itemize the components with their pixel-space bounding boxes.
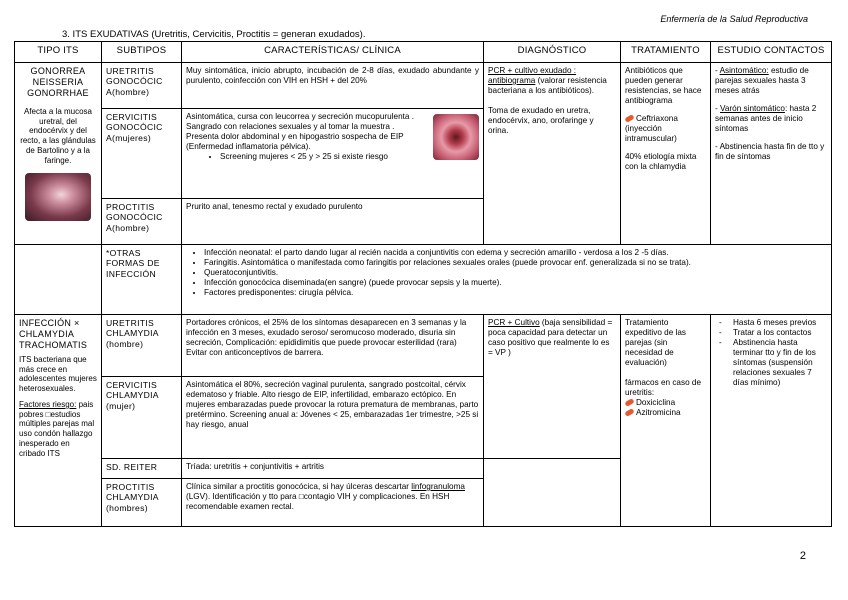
contact-label: Varón sintomático bbox=[720, 104, 785, 113]
gonorrea-name: GONORREA NEISSERIA GONORRHAE bbox=[27, 66, 89, 98]
treatment-drug: Doxiciclina bbox=[636, 398, 676, 407]
page-number: 2 bbox=[799, 550, 806, 562]
risk-factors-label: Factores riesgo: bbox=[19, 399, 77, 409]
diagnosis-cell bbox=[484, 315, 621, 459]
table-row bbox=[15, 63, 832, 109]
subtype-cell: PROCTITIS CHLAMYDIA (hombres) bbox=[102, 479, 182, 527]
contact-text: Abstinencia hasta fin de tto y fin de síntomas bbox=[715, 142, 825, 161]
treatment-note: fármacos en caso de uretritis: bbox=[625, 378, 702, 397]
gonorrea-desc: Afecta a la mucosa uretral, del endocérvix y del recto, a las glándulas de Bartolino y a la faringe. bbox=[20, 106, 96, 165]
clinical-link: linfogranuloma bbox=[411, 482, 465, 491]
diagnosis-note: (valorar resistencia bacteriana a los antibióticos). bbox=[488, 76, 607, 95]
diagnosis-samples: Toma de exudado en uretra, endocérvix, ano, orofaringe y orina. bbox=[488, 106, 594, 135]
other-forms-cell bbox=[182, 245, 832, 315]
chlamydia-name: INFECCIÓN × CHLAMYDIA TRACHOMATIS bbox=[19, 318, 88, 350]
column-header: ESTUDIO CONTACTOS bbox=[711, 42, 832, 63]
clinical-cell: Tríada: uretritis + conjuntivitis + artritis bbox=[182, 459, 484, 479]
clinical-text: Clínica similar a proctitis gonocócica, si hay úlceras descartar bbox=[186, 482, 412, 491]
subtype-cell: *OTRAS FORMAS DE INFECCIÓN bbox=[102, 245, 182, 315]
list-item: - Hasta 6 meses previos bbox=[715, 318, 827, 328]
clinical-text: Asintomática, cursa con leucorrea y secreción mucopurulenta . Sangrado con relaciones sexuales y al tomar la muestra . Presenta dolor abdominal y en hipogastrio sospecha de EIP (Enfermedad inflamatoria pélvica). bbox=[186, 112, 414, 151]
column-header: CARACTERÍSTICAS/ CLÍNICA bbox=[182, 42, 484, 63]
list-item: • Factores predisponentes: cirugía pélvica. bbox=[204, 288, 827, 298]
clinical-text: (LGV). Identificación y tto para □contagio VIH y complicaciones. En HSH recomendable examen rectal. bbox=[186, 492, 450, 511]
pill-icon bbox=[624, 408, 634, 417]
contact-text: estudio de parejas sexuales hasta 3 meses atrás bbox=[715, 66, 809, 95]
list-item: • Screening mujeres < 25 y > 25 si existe riesgo bbox=[220, 152, 479, 162]
treatment-note: 40% etiología mixta con la chlamydia bbox=[625, 152, 697, 171]
treatment-cell bbox=[621, 63, 711, 245]
table-row bbox=[15, 315, 832, 377]
contact-label: Asintomático: bbox=[719, 66, 769, 75]
header-title: Enfermería de la Salud Reproductiva bbox=[660, 14, 808, 24]
clinical-cell: Prurito anal, tenesmo rectal y exudado purulento bbox=[182, 199, 484, 245]
contacts-cell bbox=[711, 315, 832, 527]
pill-icon bbox=[624, 398, 634, 407]
cervix-photo bbox=[433, 114, 479, 160]
clinical-cell bbox=[182, 479, 484, 527]
column-header: SUBTIPOS bbox=[102, 42, 182, 63]
diagnosis-note: (baja sensibilidad = poca capacidad para detectar un caso positivo que realmente lo es = VP ) bbox=[488, 318, 613, 357]
subtype-cell: PROCTITIS GONOCÓCIC A(hombre) bbox=[102, 199, 182, 245]
contacts-cell: - Asintomático: estudio de parejas sexuales hasta 3 meses atrás - Varón sintomático: hasta 2 semanas antes de inicio síntomas - Abstinencia hasta fin de tto y fin de síntomas bbox=[711, 63, 832, 245]
column-header: DIAGNÓSTICO bbox=[484, 42, 621, 63]
clinical-cell bbox=[182, 109, 484, 199]
treatment-drug: Azitromicina bbox=[636, 408, 681, 417]
risk-factors: pais pobres □estudios múltiples parejas mal uso condón hallazgo inesperado en cribado ITS bbox=[19, 399, 95, 458]
list-item: - Tratar a los contactos bbox=[715, 328, 827, 338]
its-table bbox=[14, 41, 832, 527]
treatment-text: Tratamiento expeditivo de las parejas (sin necesidad de evaluación) bbox=[625, 318, 686, 367]
gonorrea-type-cell bbox=[15, 63, 102, 245]
diagnosis-cell-empty bbox=[484, 459, 621, 527]
chlamydia-desc: ITS bacteriana que más crece en adolescentes mujeres heterosexuales. bbox=[19, 354, 97, 394]
list-item: • Infección neonatal: el parto dando lugar al recién nacida a conjuntivitis con edema y secreción amarillo - verdosa a los 2 -5 días. bbox=[204, 248, 827, 258]
subtype-cell: URETRITIS CHLAMYDIA (hombre) bbox=[102, 315, 182, 377]
list-item: - Abstinencia hasta terminar tto y fin de los síntomas (suspensión relaciones sexuales 7 días mínimo) bbox=[715, 338, 827, 388]
treatment-drug: Ceftriaxona (inyección intramuscular) bbox=[625, 114, 678, 143]
chlamydia-type-cell bbox=[15, 315, 102, 527]
diagnosis-method: PCR + Cultivo bbox=[488, 318, 540, 327]
subtype-cell: CERVICITIS CHLAMYDIA (mujer) bbox=[102, 377, 182, 459]
list-item: • Queratoconjuntivitis. bbox=[204, 268, 827, 278]
clinical-cell: Asintomática el 80%, secreción vaginal purulenta, sangrado postcoital, cérvix edematoso y friable. Alto riesgo de EIP, infertilidad, embarazo ectópico. En mujeres embarazadas puede provocar la rotura prematura de membranas, parto pretérmino. Screening anual a: Jóvenes < 25, embarazadas 1er trimestre, >25 si hay riesgo, anual bbox=[182, 377, 484, 459]
contact-text: : hasta 2 semanas antes de inicio síntomas bbox=[715, 104, 817, 133]
clinical-cell: Muy sintomática, inicio abrupto, incubación de 2-8 días, exudado abundante y purulento, coinfección con VIH en HSH + del 20% bbox=[182, 63, 484, 109]
subtype-cell: CERVICITIS GONOCÓCIC A(mujeres) bbox=[102, 109, 182, 199]
list-item: • Infección gonocócica diseminada(en sangre) (puede provocar sepsis y la muerte). bbox=[204, 278, 827, 288]
subtype-cell: SD. REITER bbox=[102, 459, 182, 479]
column-header: TRATAMIENTO bbox=[621, 42, 711, 63]
table-row bbox=[15, 245, 832, 315]
diagnosis-cell bbox=[484, 63, 621, 245]
diagnosis-method: PCR + cultivo exudado : antibiograma bbox=[488, 66, 577, 85]
list-item: • Faringitis. Asintomática o manifestada como faringitis por relaciones sexuales orales (puede provocar enf. generalizada si no se trata). bbox=[204, 258, 827, 268]
treatment-text: Antibióticos que pueden generar resistencias, se hace antibiograma bbox=[625, 66, 702, 105]
treatment-cell bbox=[621, 315, 711, 527]
column-header: TIPO ITS bbox=[15, 42, 102, 63]
pill-icon bbox=[624, 114, 634, 123]
table-header-row bbox=[15, 42, 832, 63]
section-title: 3. ITS EXUDATIVAS (Uretritis, Cervicitis, Proctitis = generan exudados). bbox=[62, 29, 366, 40]
clinical-photo bbox=[25, 173, 91, 221]
clinical-cell: Portadores crónicos, el 25% de los síntomas desaparecen en 3 semanas y la infección en 3 meses, exudado seroso/ seromucoso moderado, disuria sin secreción, Complicación: epididimitis que puede provocar esterilidad (rara) Evitar con anticonceptivos de barrera. bbox=[182, 315, 484, 377]
subtype-cell: URETRITIS GONOCÓCIC A(hombre) bbox=[102, 63, 182, 109]
